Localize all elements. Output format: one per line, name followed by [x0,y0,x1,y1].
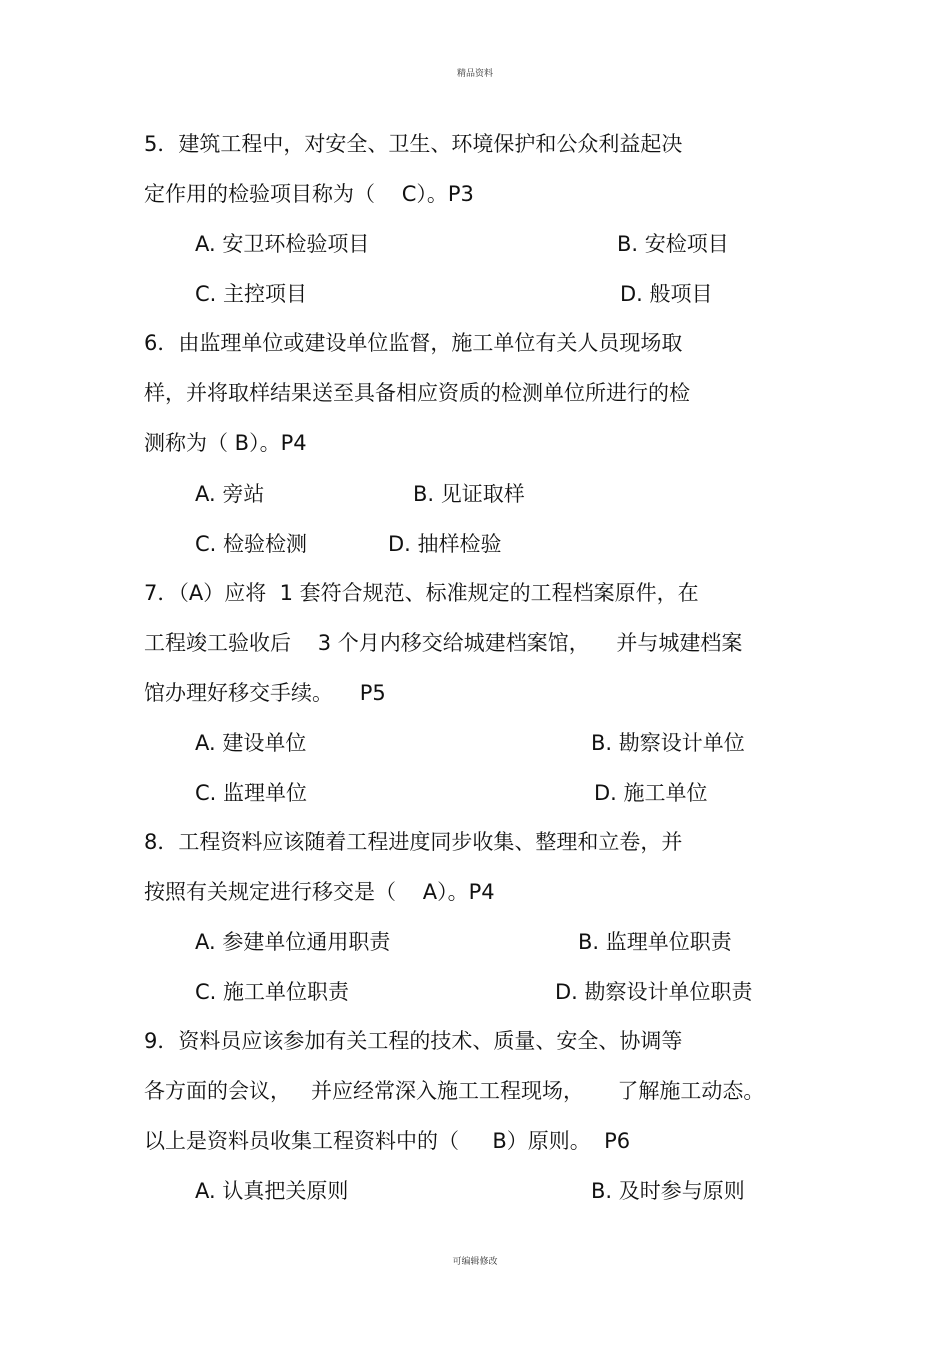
question-9-option-a: A. 认真把关原则 [195,1179,349,1203]
question-7-line-1: 7．（A）应将 1 套符合规范、标准规定的工程档案原件，在 [144,581,699,605]
question-5-line-2: 定作用的检验项目称为（ C）。P3 [144,182,474,206]
question-5-option-b: B. 安检项目 [617,232,729,256]
question-8-line-1: 8．工程资料应该随着工程进度同步收集、整理和立卷，并 [144,830,683,854]
question-5-line-1: 5．建筑工程中，对安全、卫生、环境保护和公众利益起决 [144,132,683,156]
question-6-line-2: 样，并将取样结果送至具备相应资质的检测单位所进行的检 [144,381,690,405]
question-6-option-d: D. 抽样检验 [388,532,502,556]
question-8-option-c: C. 施工单位职责 [195,980,350,1004]
page-footer: 可编辑修改 [452,1257,498,1267]
question-6-line-1: 6．由监理单位或建设单位监督，施工单位有关人员现场取 [144,331,683,355]
question-8-option-b: B. 监理单位职责 [578,930,732,954]
question-8-option-a: A. 参建单位通用职责 [195,930,391,954]
question-7-line-2: 工程竣工验收后 3 个月内移交给城建档案馆， 并与城建档案 [144,631,743,655]
question-5-option-c: C. 主控项目 [195,282,308,306]
question-7-line-3: 馆办理好移交手续。 P5 [144,681,386,705]
question-5-option-a: A. 安卫环检验项目 [195,232,370,256]
question-9-line-1: 9．资料员应该参加有关工程的技术、质量、安全、协调等 [144,1029,683,1053]
question-5-option-d: D. 般项目 [620,282,713,306]
question-7-option-c: C. 监理单位 [195,781,308,805]
question-7-option-b: B. 勘察设计单位 [591,731,745,755]
question-9-line-2: 各方面的会议， 并应经常深入施工工程现场， 了解施工动态。 [144,1079,765,1103]
question-7-option-d: D. 施工单位 [594,781,708,805]
question-6-option-a: A. 旁站 [195,482,265,506]
page-header: 精品资料 [456,69,493,79]
question-6-option-c: C. 检验检测 [195,532,308,556]
question-6-line-3: 测称为（ B）。P4 [144,431,307,455]
question-9-option-b: B. 及时参与原则 [591,1179,745,1203]
question-7-option-a: A. 建设单位 [195,731,307,755]
question-9-line-3: 以上是资料员收集工程资料中的（ B）原则。 P6 [144,1129,631,1153]
question-8-option-d: D. 勘察设计单位职责 [555,980,753,1004]
question-8-line-2: 按照有关规定进行移交是（ A）。P4 [144,880,495,904]
question-6-option-b: B. 见证取样 [413,482,525,506]
